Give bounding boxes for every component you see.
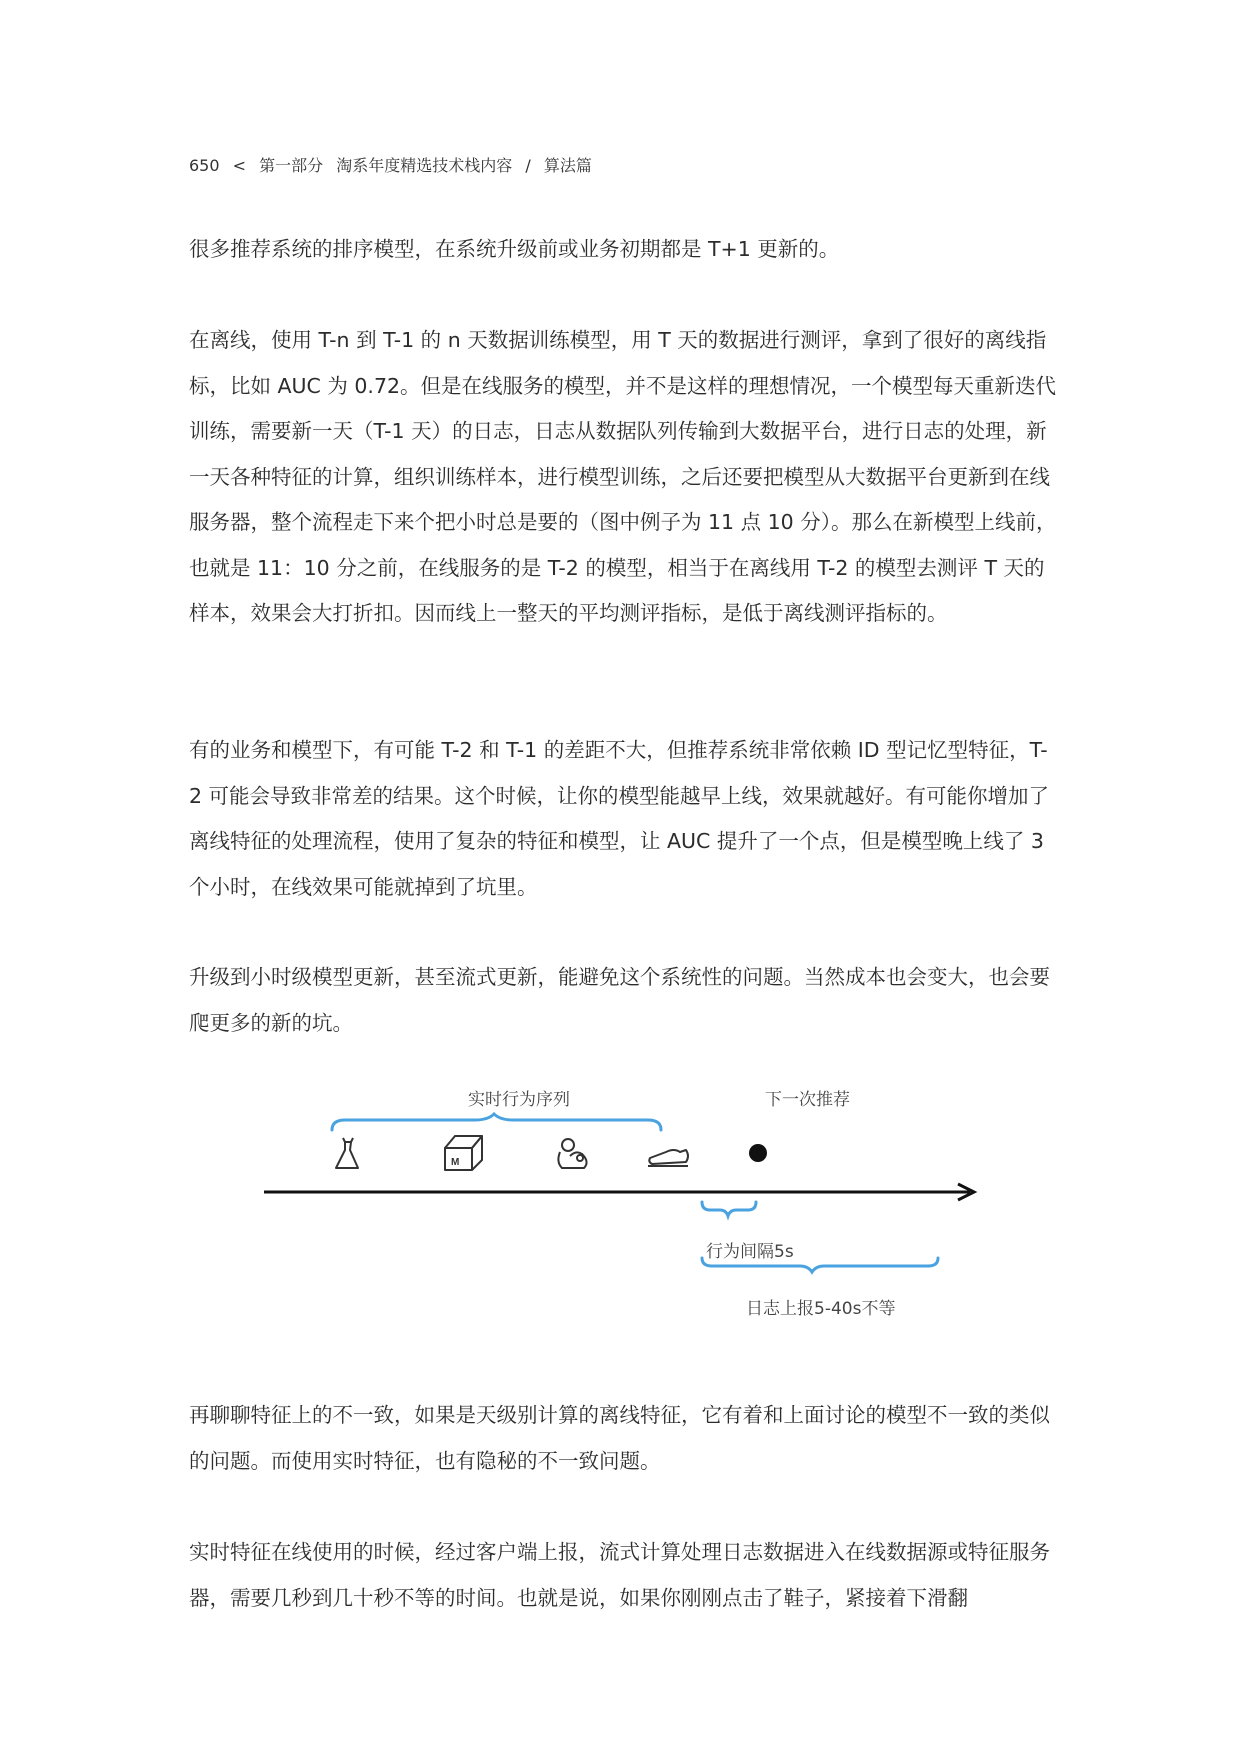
shoe-icon <box>648 1150 688 1166</box>
timeline-diagram <box>250 1090 1010 1350</box>
part-title: 第一部分 <box>259 156 324 175</box>
sequence-brace <box>332 1114 661 1130</box>
next-recommendation-dot <box>749 1144 767 1162</box>
paragraph-6: 实时特征在线使用的时候，经过客户端上报，流式计算处理日志数据进入在线数据源或特征服务器，需要几秒到几十秒不等的时间。也就是说，如果你刚刚点击了鞋子，紧接着下滑翻 <box>189 1540 1050 1610</box>
interval-brace <box>702 1202 756 1216</box>
header-separator: < <box>232 156 247 175</box>
section-title: 算法篇 <box>543 156 592 175</box>
paragraph-3: 有的业务和模型下，有可能 T-2 和 T-1 的差距不大，但推荐系统非常依赖 ID 型记忆型特征，T-2 可能会导致非常差的结果。这个时候，让你的模型能越早上线，效果就越好。有可能你增加了离线特征的处理流程，使用了复杂的特征和模型，让 AUC 提升了一个点，但是模型晚上线了 3 个小时，在线效果可能就掉到了坑里。 <box>189 738 1050 899</box>
book-title: 淘系年度精选技术栈内容 <box>336 156 513 175</box>
header-slash: / <box>525 156 531 175</box>
milk-carton-icon <box>445 1136 482 1170</box>
running-header <box>189 153 600 176</box>
log-report-label: 日志上报5-40s不等 <box>746 1299 896 1319</box>
paragraph-2: 在离线，使用 T-n 到 T-1 的 n 天数据训练模型，用 T 天的数据进行测评，拿到了很好的离线指标，比如 AUC 为 0.72。但是在线服务的模型，并不是这样的理想情况，一个模型每天重新迭代训练，需要新一天（T-1 天）的日志，日志从数据队列传输到大数据平台，进行日志的处理，新一天各种特征的计算，组织训练样本，进行模型训练，之后还要把模型从大数据平台更新到在线服务器，整个流程走下来个把小时总是要的（图中例子为 11 点 10 分）。那么在新模型上线前，也就是 11：10 分之前，在线服务的是 T-2 的模型，相当于在离线用 T-2 的模型去测评 T 天的样本，效果会大打折扣。因而线上一整天的平均测评指标，是低于离线测评指标的。 <box>189 328 1057 625</box>
paragraph-5: 再聊聊特征上的不一致，如果是天级别计算的离线特征，它有着和上面讨论的模型不一致的类似的问题。而使用实时特征，也有隐秘的不一致问题。 <box>189 1403 1050 1473</box>
paragraph-4: 升级到小时级模型更新，甚至流式更新，能避免这个系统性的问题。当然成本也会变大，也会要爬更多的新的坑。 <box>189 965 1050 1035</box>
paragraph-1: 很多推荐系统的排序模型，在系统升级前或业务初期都是 T+1 更新的。 <box>189 237 840 261</box>
sequence-label: 实时行为序列 <box>468 1090 570 1110</box>
toy-icon <box>558 1139 586 1168</box>
timeline-figure <box>250 1090 1010 1350</box>
interval-label: 行为间隔5s <box>706 1242 794 1262</box>
next-recommendation-label: 下一次推荐 <box>765 1090 850 1110</box>
svg-text:M: M <box>451 1157 460 1168</box>
dress-icon <box>336 1138 358 1168</box>
page-number: 650 <box>189 156 220 175</box>
